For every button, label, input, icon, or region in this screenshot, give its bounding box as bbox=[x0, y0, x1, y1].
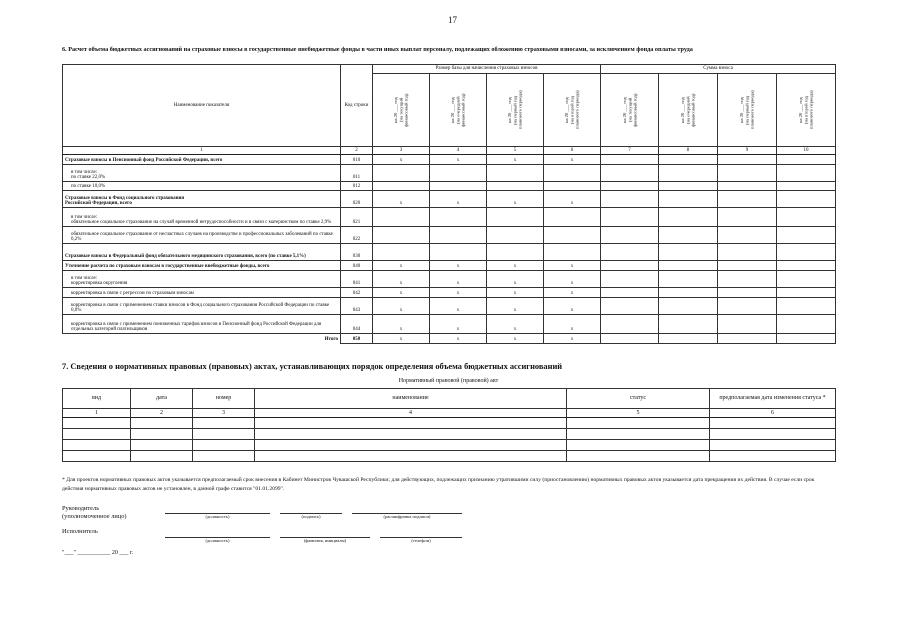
cell-value bbox=[718, 334, 777, 344]
header-period-6: на 20 ___ год (на очередной финансовый год) bbox=[659, 74, 718, 147]
col-number: 6 bbox=[710, 409, 836, 418]
header-group-base: Размер базы для начисления страховых взносов bbox=[373, 65, 601, 74]
cell-x-mark: x bbox=[430, 155, 487, 165]
sub-signature-decoding: (расшифровка подписи) bbox=[383, 514, 431, 519]
table-row bbox=[63, 244, 836, 261]
cell-value bbox=[718, 261, 777, 271]
header-row-code: Код строки bbox=[341, 65, 373, 147]
row-code: 020 bbox=[341, 191, 373, 208]
cell-value bbox=[601, 155, 659, 165]
col-number: 5 bbox=[567, 409, 710, 418]
col-number: 10 bbox=[777, 147, 836, 155]
cell-value bbox=[373, 244, 430, 261]
cell-value bbox=[430, 244, 487, 261]
cell-value bbox=[659, 165, 718, 182]
cell-x-mark: x bbox=[430, 334, 487, 344]
row-code: 030 bbox=[341, 244, 373, 261]
cell-x-mark: x bbox=[373, 271, 430, 288]
cell-value bbox=[601, 191, 659, 208]
cell-value bbox=[430, 182, 487, 191]
cell-value bbox=[544, 244, 601, 261]
indicator-label: в том числе: по ставке 22,0% bbox=[63, 165, 341, 182]
col-number: 2 bbox=[341, 147, 373, 155]
indicator-label: в том числе: обязательное социальное страхование на случай временной нетрудоспособности и в связи с материнством по ставке 2,9% bbox=[63, 208, 341, 227]
cell-x-mark: x bbox=[544, 315, 601, 334]
cell-value bbox=[544, 165, 601, 182]
cell-value bbox=[718, 288, 777, 298]
header-group-sum: Сумма взноса bbox=[601, 65, 836, 74]
row-code: 050 bbox=[341, 334, 373, 344]
table-row bbox=[63, 191, 836, 208]
row-code: 042 bbox=[341, 288, 373, 298]
cell-x-mark: x bbox=[487, 261, 544, 271]
sub-phone: (телефон) bbox=[411, 538, 431, 543]
indicator-label: корректировка в связи с регрессом по страховым взносам bbox=[63, 288, 341, 298]
cell-value bbox=[601, 244, 659, 261]
table-row bbox=[63, 288, 836, 298]
indicator-label: корректировка в связи с применением ставки взносов в Фонд социального страхования Российской Федерации по ставке 0,0% bbox=[63, 298, 341, 315]
table-row bbox=[63, 182, 836, 191]
header-number: номер bbox=[193, 389, 255, 409]
cell-value bbox=[373, 227, 430, 244]
section-7-table bbox=[62, 388, 836, 462]
col-number: 5 bbox=[487, 147, 544, 155]
col-number: 4 bbox=[255, 409, 567, 418]
cell-value bbox=[659, 334, 718, 344]
col-number: 3 bbox=[193, 409, 255, 418]
cell-x-mark: x bbox=[373, 261, 430, 271]
header-period-8: на 20 ___ год (на второй год планового периода) bbox=[777, 74, 836, 147]
cell-x-mark: x bbox=[373, 298, 430, 315]
cell-value bbox=[777, 261, 836, 271]
cell-value bbox=[601, 261, 659, 271]
cell-value bbox=[718, 155, 777, 165]
cell-value bbox=[601, 165, 659, 182]
col-number: 7 bbox=[601, 147, 659, 155]
cell-x-mark: x bbox=[430, 298, 487, 315]
cell-value bbox=[718, 227, 777, 244]
cell-value bbox=[777, 334, 836, 344]
cell-value bbox=[487, 208, 544, 227]
cell-value bbox=[659, 182, 718, 191]
footnote: * Для проектов нормативных правовых актов указывается предполагаемый срок внесения в Кабинет Министров Чувашской Республики; для действующих, подлежащих признанию утратившими силу (приостановлению) нормативных правовых актов указывается дата прекращения их действия. В случае если срок действия нормативных правовых актов не установлен, в данной графе ставится "01.01.2099". bbox=[62, 477, 815, 492]
cell-x-mark: x bbox=[487, 334, 544, 344]
cell-value bbox=[659, 244, 718, 261]
header-period-3: на 20 ___ год (на первый год планового периода) bbox=[487, 74, 544, 147]
section-7-caption: Нормативный правовой (правовой) акт bbox=[398, 378, 499, 384]
cell-value bbox=[777, 208, 836, 227]
table-row bbox=[63, 271, 836, 288]
col-number: 4 bbox=[430, 147, 487, 155]
cell-x-mark: x bbox=[544, 334, 601, 344]
cell-x-mark: x bbox=[544, 288, 601, 298]
header-period-5: на 20 ___ год (на текущий финансовый год) bbox=[601, 74, 659, 147]
cell-value bbox=[659, 155, 718, 165]
cell-value bbox=[659, 298, 718, 315]
cell-value bbox=[601, 288, 659, 298]
cell-value bbox=[373, 165, 430, 182]
sub-name-initials: (фамилия, инициалы) bbox=[303, 538, 347, 543]
table-row bbox=[63, 418, 836, 429]
indicator-label: по ставке 10,0% bbox=[63, 182, 341, 191]
row-code: 022 bbox=[341, 227, 373, 244]
section-6-table bbox=[62, 64, 836, 344]
indicator-label: в том числе: корректировка округления bbox=[63, 271, 341, 288]
cell-x-mark: x bbox=[430, 315, 487, 334]
page-number: 17 bbox=[448, 15, 457, 25]
cell-value bbox=[544, 208, 601, 227]
cell-value bbox=[430, 165, 487, 182]
cell-x-mark: x bbox=[373, 315, 430, 334]
col-number: 9 bbox=[718, 147, 777, 155]
cell-value bbox=[777, 315, 836, 334]
row-code: 012 bbox=[341, 182, 373, 191]
cell-value bbox=[601, 315, 659, 334]
table-row bbox=[63, 208, 836, 227]
sub-position: (должность) bbox=[205, 538, 230, 543]
cell-value bbox=[718, 191, 777, 208]
indicator-label: обязательное социальное страхование от несчастных случаев на производстве и профессиональных заболеваний по ставке 0,2% bbox=[63, 227, 341, 244]
col-number: 8 bbox=[659, 147, 718, 155]
cell-x-mark: x bbox=[430, 271, 487, 288]
table-row bbox=[63, 227, 836, 244]
head-label: Руководитель (уполномоченное лицо) bbox=[62, 505, 127, 521]
col-number: 2 bbox=[131, 409, 193, 418]
row-code: 040 bbox=[341, 261, 373, 271]
cell-value bbox=[373, 208, 430, 227]
cell-value bbox=[718, 271, 777, 288]
cell-x-mark: x bbox=[487, 315, 544, 334]
cell-value bbox=[718, 208, 777, 227]
cell-x-mark: x bbox=[544, 298, 601, 315]
cell-value bbox=[777, 271, 836, 288]
cell-value bbox=[659, 227, 718, 244]
col-number: 3 bbox=[373, 147, 430, 155]
sub-position: (должность) bbox=[205, 514, 230, 519]
cell-x-mark: x bbox=[544, 261, 601, 271]
cell-value bbox=[601, 298, 659, 315]
cell-x-mark: x bbox=[487, 271, 544, 288]
cell-value bbox=[601, 227, 659, 244]
cell-value bbox=[659, 315, 718, 334]
sub-signature: (подпись) bbox=[301, 514, 321, 519]
cell-value bbox=[544, 227, 601, 244]
section-7-title: 7. Сведения о нормативных правовых (правовых) актах, устанавливающих порядок определения объема бюджетных ассигнований bbox=[62, 362, 563, 371]
header-period-1: на 20 ___ год (на текущий финансовый год) bbox=[373, 74, 430, 147]
cell-value bbox=[718, 182, 777, 191]
cell-value bbox=[718, 315, 777, 334]
row-code: 021 bbox=[341, 208, 373, 227]
table-row bbox=[63, 315, 836, 334]
cell-x-mark: x bbox=[544, 155, 601, 165]
cell-value bbox=[718, 244, 777, 261]
cell-value bbox=[430, 208, 487, 227]
cell-value bbox=[718, 298, 777, 315]
header-date: дата bbox=[131, 389, 193, 409]
cell-value bbox=[777, 288, 836, 298]
header-kind: вид bbox=[63, 389, 131, 409]
cell-value bbox=[659, 261, 718, 271]
row-code: 011 bbox=[341, 165, 373, 182]
cell-x-mark: x bbox=[373, 155, 430, 165]
date-line: "___" ___________ 20 ___ г. bbox=[62, 550, 134, 556]
cell-x-mark: x bbox=[430, 261, 487, 271]
cell-value bbox=[544, 182, 601, 191]
table-row bbox=[63, 440, 836, 451]
header-status-change-date: предполагаемая дата изменения статуса * bbox=[710, 389, 836, 409]
cell-value bbox=[601, 271, 659, 288]
cell-value bbox=[777, 155, 836, 165]
table-row bbox=[63, 334, 836, 344]
indicator-label: Уточнение расчета по страховым взносам в государственные внебюджетные фонды, всего bbox=[63, 261, 341, 271]
cell-x-mark: x bbox=[430, 191, 487, 208]
col-number: 1 bbox=[63, 147, 341, 155]
cell-value bbox=[601, 208, 659, 227]
cell-value bbox=[487, 244, 544, 261]
cell-x-mark: x bbox=[373, 288, 430, 298]
cell-value bbox=[659, 271, 718, 288]
cell-value bbox=[601, 182, 659, 191]
table-row bbox=[63, 155, 836, 165]
cell-value bbox=[373, 182, 430, 191]
table-row bbox=[63, 261, 836, 271]
cell-value bbox=[659, 208, 718, 227]
header-period-2: на 20 ___ год (на очередной финансовый год) bbox=[430, 74, 487, 147]
cell-value bbox=[777, 298, 836, 315]
col-number: 1 bbox=[63, 409, 131, 418]
table-row bbox=[63, 429, 836, 440]
cell-value bbox=[777, 165, 836, 182]
cell-value bbox=[777, 182, 836, 191]
cell-value bbox=[487, 227, 544, 244]
header-status: статус bbox=[567, 389, 710, 409]
col-number: 6 bbox=[544, 147, 601, 155]
cell-x-mark: x bbox=[487, 155, 544, 165]
cell-value bbox=[777, 227, 836, 244]
cell-x-mark: x bbox=[544, 191, 601, 208]
header-name: наименование bbox=[255, 389, 567, 409]
row-code: 010 bbox=[341, 155, 373, 165]
cell-x-mark: x bbox=[544, 271, 601, 288]
cell-value bbox=[430, 227, 487, 244]
header-indicator-name: Наименование показателя bbox=[63, 65, 341, 147]
cell-value bbox=[718, 165, 777, 182]
cell-x-mark: x bbox=[373, 334, 430, 344]
indicator-label: Страховые взносы в Федеральный фонд обязательного медицинского страхования, всего (по ставке 5,1%) bbox=[63, 244, 341, 261]
row-code: 041 bbox=[341, 271, 373, 288]
header-period-7: на 20 ___ год (на первый год планового периода) bbox=[718, 74, 777, 147]
indicator-label: Страховые взносы в Пенсионный фонд Российской Федерации, всего bbox=[63, 155, 341, 165]
indicator-label: Итого bbox=[63, 334, 341, 344]
cell-x-mark: x bbox=[430, 288, 487, 298]
executor-label: Исполнитель bbox=[62, 528, 98, 535]
table-row bbox=[63, 298, 836, 315]
cell-value bbox=[659, 288, 718, 298]
cell-value bbox=[601, 334, 659, 344]
cell-value bbox=[659, 191, 718, 208]
cell-value bbox=[487, 165, 544, 182]
cell-x-mark: x bbox=[487, 288, 544, 298]
table-row bbox=[63, 165, 836, 182]
indicator-label: корректировка в связи с применением пониженных тарифов взносов в Пенсионный фонд Российской Федерации для отдельных категорий плательщиков bbox=[63, 315, 341, 334]
cell-x-mark: x bbox=[487, 191, 544, 208]
indicator-label: Страховые взносы в Фонд социального страхования Российской Федерации, всего bbox=[63, 191, 341, 208]
header-period-4: на 20 ___ год (на второй год планового периода) bbox=[544, 74, 601, 147]
section-6-title: 6. Расчет объема бюджетных ассигнований на страховые взносы в государственные внебюджетные фонды в части иных выплат персоналу, подлежащих обложению страховыми взносами, за исключением фонда оплаты труда bbox=[62, 46, 693, 53]
table-row bbox=[63, 451, 836, 462]
row-code: 043 bbox=[341, 298, 373, 315]
cell-value bbox=[777, 191, 836, 208]
cell-value bbox=[487, 182, 544, 191]
row-code: 044 bbox=[341, 315, 373, 334]
cell-x-mark: x bbox=[487, 298, 544, 315]
cell-x-mark: x bbox=[373, 191, 430, 208]
cell-value bbox=[777, 244, 836, 261]
